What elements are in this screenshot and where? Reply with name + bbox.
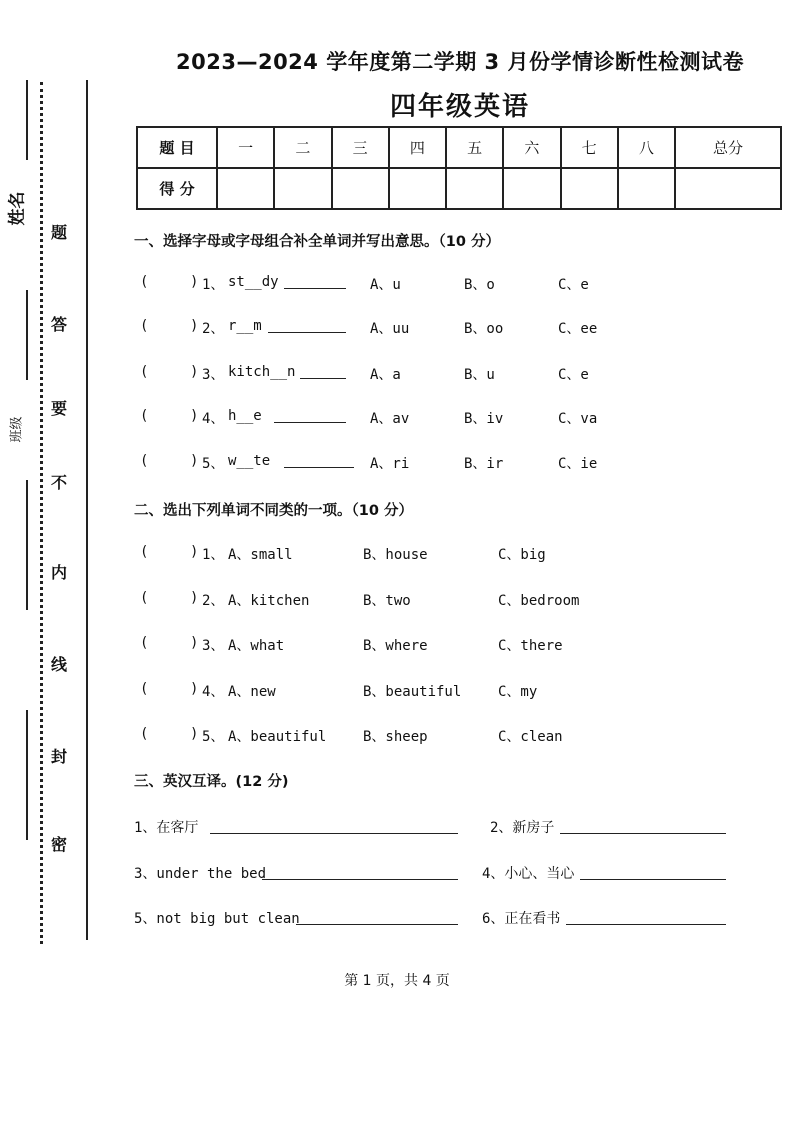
score-blank-cell[interactable] xyxy=(503,168,560,209)
section-1-item xyxy=(140,408,780,430)
meaning-blank[interactable] xyxy=(274,408,346,427)
score-blank-cell[interactable] xyxy=(675,168,781,209)
item-number: 4、 xyxy=(202,411,225,427)
name-blank-line xyxy=(26,80,28,160)
translation-row xyxy=(134,817,734,839)
translation-row xyxy=(134,908,734,930)
item-number: 2、 xyxy=(202,593,225,609)
item-word: r__m xyxy=(228,318,262,334)
score-blank-cell[interactable] xyxy=(274,168,331,209)
option-a: A、a xyxy=(370,367,401,383)
item-number: 1、 xyxy=(202,277,225,293)
option-a: A、new xyxy=(228,684,276,700)
answer-paren-open: ( xyxy=(140,681,149,697)
score-cell: 六 xyxy=(503,127,560,168)
dotted-seal-line xyxy=(40,82,43,944)
option-c: C、big xyxy=(498,547,546,563)
section-1-item xyxy=(140,274,780,296)
section-3-heading: 三、英汉互译。(12 分) xyxy=(134,774,289,790)
score-blank-cell[interactable] xyxy=(618,168,675,209)
item-number: 1、 xyxy=(202,547,225,563)
option-a: A、av xyxy=(370,411,410,427)
item-number: 2、 xyxy=(202,321,225,337)
option-c: C、ie xyxy=(558,456,598,472)
page-number: 第 1 页，共 4 页 xyxy=(344,973,450,989)
meaning-blank[interactable] xyxy=(284,453,354,472)
item-number: 3、 xyxy=(202,638,225,654)
answer-paren-open: ( xyxy=(140,544,149,560)
answer-paren-open: ( xyxy=(140,408,149,424)
section-2-item xyxy=(140,544,780,566)
score-table xyxy=(136,126,782,210)
item-word: kitch__n xyxy=(228,364,296,380)
score-blank-cell[interactable] xyxy=(389,168,446,209)
option-a: A、small xyxy=(228,547,293,563)
translation-prompt: 6、正在看书 xyxy=(482,911,561,927)
seal-char: 要 xyxy=(50,399,67,418)
seal-char: 答 xyxy=(50,315,67,334)
item-number: 4、 xyxy=(202,684,225,700)
school-blank-line xyxy=(26,480,28,610)
score-cell: 四 xyxy=(389,127,446,168)
answer-paren-close: ) xyxy=(190,364,199,380)
section-2-item xyxy=(140,726,780,748)
option-b: B、ir xyxy=(464,456,504,472)
score-blank-cell[interactable] xyxy=(561,168,618,209)
answer-paren-open: ( xyxy=(140,453,149,469)
item-word: h__e xyxy=(228,408,262,424)
option-a: A、ri xyxy=(370,456,410,472)
score-cell: 三 xyxy=(332,127,389,168)
seal-char: 不 xyxy=(50,473,67,492)
translation-prompt: 5、not big but clean xyxy=(134,911,300,927)
option-b: B、u xyxy=(464,367,495,383)
item-number: 5、 xyxy=(202,456,225,472)
item-number: 3、 xyxy=(202,367,225,383)
option-a: A、beautiful xyxy=(228,729,327,745)
class-label: 班级 xyxy=(9,416,25,443)
option-b: B、o xyxy=(464,277,495,293)
answer-paren-close: ) xyxy=(190,681,199,697)
answer-paren-open: ( xyxy=(140,318,149,334)
answer-paren-open: ( xyxy=(140,726,149,742)
translation-blank[interactable] xyxy=(296,924,458,925)
answer-paren-close: ) xyxy=(190,408,199,424)
option-c: C、bedroom xyxy=(498,593,580,609)
translation-prompt: 3、under the bed xyxy=(134,866,267,882)
option-b: B、sheep xyxy=(363,729,428,745)
translation-prompt: 4、小心、当心 xyxy=(482,866,575,882)
option-a: A、kitchen xyxy=(228,593,310,609)
id-blank-line xyxy=(26,710,28,840)
option-c: C、e xyxy=(558,367,589,383)
translation-blank[interactable] xyxy=(560,833,726,834)
seal-char: 线 xyxy=(50,655,67,674)
seal-char: 内 xyxy=(50,563,67,582)
translation-blank[interactable] xyxy=(262,879,458,880)
score-cell: 七 xyxy=(561,127,618,168)
option-a: A、what xyxy=(228,638,285,654)
seal-char: 封 xyxy=(50,747,67,766)
answer-paren-open: ( xyxy=(140,590,149,606)
score-blank-cell[interactable] xyxy=(217,168,274,209)
answer-paren-open: ( xyxy=(140,274,149,290)
section-1-item xyxy=(140,453,780,475)
solid-seal-line xyxy=(86,80,88,940)
answer-paren-close: ) xyxy=(190,318,199,334)
translation-blank[interactable] xyxy=(566,924,726,925)
translation-blank[interactable] xyxy=(580,879,726,880)
meaning-blank[interactable] xyxy=(284,274,346,293)
section-2-item xyxy=(140,590,780,612)
score-cell: 题 目 xyxy=(137,127,217,168)
option-c: C、there xyxy=(498,638,563,654)
name-label: 姓名 xyxy=(7,191,28,226)
meaning-blank[interactable] xyxy=(300,364,346,383)
translation-prompt: 1、在客厅 xyxy=(134,820,199,836)
translation-blank[interactable] xyxy=(210,833,458,834)
score-table-header-row xyxy=(137,127,781,168)
option-c: C、ee xyxy=(558,321,598,337)
answer-paren-close: ) xyxy=(190,635,199,651)
option-b: B、beautiful xyxy=(363,684,462,700)
score-cell: 五 xyxy=(446,127,503,168)
seal-char: 题 xyxy=(50,223,67,242)
class-blank-line xyxy=(26,290,28,380)
score-blank-cell[interactable] xyxy=(446,168,503,209)
seal-char: 密 xyxy=(50,835,67,854)
score-table-score-row xyxy=(137,168,781,209)
item-word: st__dy xyxy=(228,274,279,290)
answer-paren-close: ) xyxy=(190,726,199,742)
score-cell: 一 xyxy=(217,127,274,168)
score-cell: 八 xyxy=(618,127,675,168)
answer-paren-close: ) xyxy=(190,590,199,606)
option-b: B、two xyxy=(363,593,411,609)
translation-row xyxy=(134,863,734,885)
item-word: w__te xyxy=(228,453,271,469)
option-c: C、e xyxy=(558,277,589,293)
option-c: C、clean xyxy=(498,729,563,745)
score-cell: 总分 xyxy=(675,127,781,168)
section-2-item xyxy=(140,635,780,657)
answer-paren-close: ) xyxy=(190,453,199,469)
section-1-item xyxy=(140,364,780,386)
exam-title: 2023—2024 学年度第二学期 3 月份学情诊断性检测试卷 xyxy=(176,50,744,74)
option-b: B、house xyxy=(363,547,428,563)
section-2-heading: 二、选出下列单词不同类的一项。（10 分） xyxy=(134,503,413,519)
option-a: A、uu xyxy=(370,321,410,337)
option-c: C、my xyxy=(498,684,538,700)
exam-subtitle: 四年级英语 xyxy=(389,92,530,122)
option-a: A、u xyxy=(370,277,401,293)
answer-paren-open: ( xyxy=(140,364,149,380)
option-c: C、va xyxy=(558,411,598,427)
score-row-label: 得 分 xyxy=(137,168,217,209)
answer-paren-close: ) xyxy=(190,544,199,560)
binding-margin xyxy=(0,0,100,1123)
score-cell: 二 xyxy=(274,127,331,168)
section-1-heading: 一、选择字母或字母组合补全单词并写出意思。（10 分） xyxy=(134,234,500,250)
option-b: B、where xyxy=(363,638,428,654)
option-b: B、oo xyxy=(464,321,504,337)
answer-paren-close: ) xyxy=(190,274,199,290)
answer-paren-open: ( xyxy=(140,635,149,651)
section-2-item xyxy=(140,681,780,703)
meaning-blank[interactable] xyxy=(268,318,346,337)
option-b: B、iv xyxy=(464,411,504,427)
translation-prompt: 2、新房子 xyxy=(490,820,555,836)
score-blank-cell[interactable] xyxy=(332,168,389,209)
section-1-item xyxy=(140,318,780,340)
item-number: 5、 xyxy=(202,729,225,745)
